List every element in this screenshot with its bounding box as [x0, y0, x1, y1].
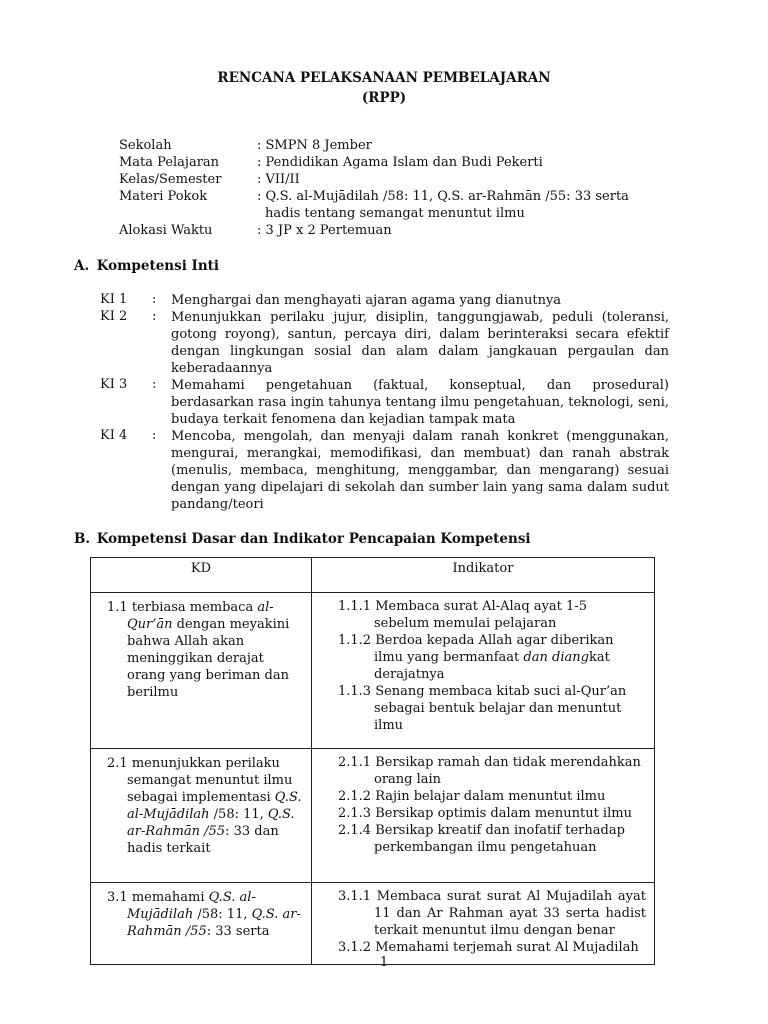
kd-text-part-italic: al-Qur’ān	[127, 600, 274, 632]
info-key: Alokasi Waktu	[119, 223, 213, 238]
indicator-item: 3.1.1 Membaca surat surat Al Mujadilah ayat 11 dan Ar Rahman ayat 33 serta hadist terkait menuntut ilmu dengan benar	[338, 889, 646, 938]
info-row-topic	[119, 188, 679, 205]
table-header-kd: KD	[91, 558, 312, 593]
ki-text: Menghargai dan menghayati ajaran agama yang dianutnya	[171, 293, 562, 308]
indicator-cell	[312, 883, 655, 965]
ki-code: KI 3	[100, 377, 128, 392]
kd-text-part-italic: Q.S. ar-Rahmān /55	[127, 907, 301, 939]
info-key: Materi Pokok	[119, 189, 208, 204]
section-b-heading	[74, 531, 531, 547]
kd-text-part-italic: Q.S. al-Mujādilah	[127, 790, 302, 822]
table-row	[91, 883, 655, 965]
kd-number: 3.1	[107, 890, 128, 905]
kd-text	[99, 889, 303, 940]
kd-text-part-italic: Q.S. ar-Rahmān /55	[127, 807, 295, 839]
document-subtitle: (RPP)	[361, 90, 407, 106]
table-header-row	[91, 558, 655, 593]
indicator-item: 1.1.1 Membaca surat Al-Alaq ayat 1-5 sebelum memulai pelajaran	[338, 599, 587, 631]
ki-code: KI 2	[100, 309, 128, 324]
ki-code: KI 4	[100, 428, 128, 443]
info-key: Mata Pelajaran	[119, 155, 220, 170]
kd-text	[99, 755, 303, 857]
indicator-text: 1.1.2 Berdoa kepada Allah agar diberikan ilmu yang bermanfaat	[338, 633, 614, 665]
section-label: B.	[74, 531, 91, 547]
kd-indicator-table	[90, 557, 655, 965]
ki-text: Menunjukkan perilaku jujur, disiplin, tanggungjawab, peduli (toleransi, gotong royong), santun, percaya diri, dalam berinteraksi secara efektif dengan lingkungan sosial dan alam dalam jangkauan pergaulan dan keberadaannya	[171, 310, 669, 376]
info-row-school	[119, 137, 679, 154]
info-row-subject	[119, 154, 679, 171]
ki-colon: :	[152, 377, 157, 392]
kd-text-part: : 33 dan hadis terkait	[127, 824, 279, 856]
document-title: RENCANA PELAKSANAAN PEMBELAJARAN	[217, 70, 551, 86]
indicator-item: 2.1.3 Bersikap optimis dalam menuntut ilmu	[338, 806, 632, 821]
indicator-item: 1.1.3 Senang membaca kitab suci al-Qur’an sebagai bentuk belajar dan menuntut ilmu	[338, 684, 627, 733]
info-value: : Pendidikan Agama Islam dan Budi Pekerti	[257, 155, 543, 170]
info-key: Kelas/Semester	[119, 172, 222, 187]
indicator-item: 2.1.4 Bersikap kreatif dan inofatif terhadap perkembangan ilmu pengetahuan	[338, 823, 625, 855]
table-header-indikator: Indikator	[312, 558, 655, 593]
info-key: Sekolah	[119, 138, 172, 153]
section-title: Kompetensi Inti	[96, 258, 220, 274]
kd-text-part: /58: 11,	[209, 807, 268, 822]
info-value: : 3 JP x 2 Pertemuan	[257, 223, 392, 238]
ki-text: Memahami pengetahuan (faktual, konseptual, dan prosedural) berdasarkan rasa ingin tahunya tentang ilmu pengetahuan, teknologi, seni, budaya terkait fenomena dan kejadian tampak mata	[171, 378, 669, 427]
ki-colon: :	[152, 309, 157, 324]
kd-number: 1.1	[107, 600, 128, 615]
info-value: : Q.S. al-Mujādilah /58: 11, Q.S. ar-Rahmān /55: 33 serta	[257, 189, 629, 204]
ki-colon: :	[152, 428, 157, 443]
table-row	[91, 749, 655, 883]
ki-code: KI 1	[100, 292, 128, 307]
kd-text-part: terbiasa membaca	[131, 600, 258, 615]
kd-cell	[91, 883, 312, 965]
kd-number: 2.1	[107, 756, 128, 771]
kd-text-part: dengan meyakini bahwa Allah akan meninggikan derajat orang yang beriman dan berilmu	[127, 617, 290, 700]
info-row-class	[119, 171, 679, 188]
kd-text-part: /58: 11,	[193, 907, 252, 922]
indicator-text-italic: dan diang	[523, 650, 589, 665]
page-number: 1	[379, 955, 389, 970]
info-value: : VII/II	[257, 172, 300, 187]
kd-cell	[91, 749, 312, 883]
section-label: A.	[74, 258, 90, 274]
info-row-time	[119, 222, 679, 239]
indicator-item: 2.1.1 Bersikap ramah dan tidak merendahkan orang lain	[338, 755, 641, 787]
section-a-heading	[74, 258, 219, 274]
kd-text-part: menunjukkan perilaku semangat menuntut ilmu sebagai implementasi	[127, 756, 293, 805]
indicator-item: 3.1.2 Memahami terjemah surat Al Mujadilah	[338, 940, 639, 955]
identity-block	[119, 137, 679, 239]
info-value-continued: hadis tentang semangat menuntut ilmu	[265, 206, 525, 221]
table-row	[91, 593, 655, 749]
ki-colon: :	[152, 292, 157, 307]
info-value: : SMPN 8 Jember	[257, 138, 372, 153]
indicator-item	[338, 632, 646, 683]
kd-text-part: : 33 serta	[206, 924, 270, 939]
indicator-cell	[312, 749, 655, 883]
kd-text	[99, 599, 303, 701]
indicator-cell	[312, 593, 655, 749]
indicator-item: 2.1.2 Rajin belajar dalam menuntut ilmu	[338, 789, 606, 804]
section-title: Kompetensi Dasar dan Indikator Pencapaian Kompetensi	[96, 531, 531, 547]
kd-text-part-italic: Q.S. al-Mujādilah	[127, 890, 256, 922]
indicator-text: kat derajatnya	[374, 650, 610, 682]
kd-cell	[91, 593, 312, 749]
info-row-topic-cont	[119, 205, 679, 222]
kd-text-part: memahami	[131, 890, 209, 905]
ki-text: Mencoba, mengolah, dan menyaji dalam ranah konkret (menggunakan, mengurai, merangkai, memodifikasi, dan membuat) dan ranah abstrak (menulis, membaca, menghitung, menggambar, dan mengarang) sesuai dengan yang dipelajari di sekolah dan sumber lain yang sama dalam sudut pandang/teori	[171, 429, 669, 512]
